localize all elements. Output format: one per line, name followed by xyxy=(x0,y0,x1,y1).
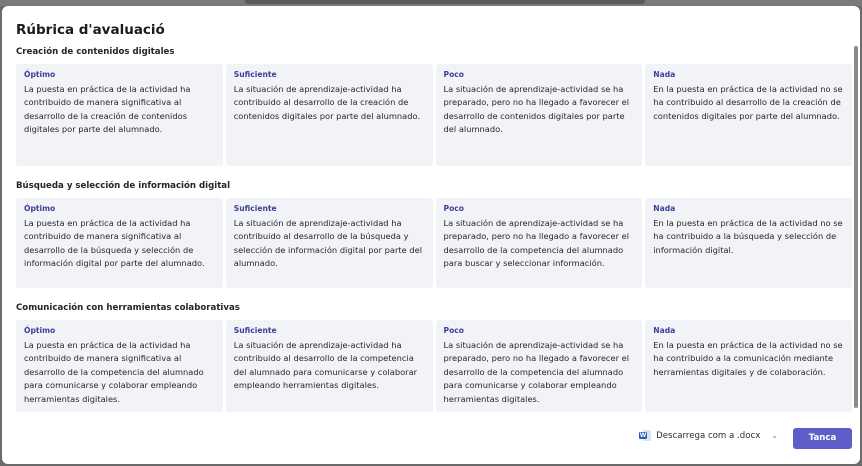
background-title-bar xyxy=(245,0,645,4)
level-card-optimo xyxy=(16,198,223,288)
rubric-section xyxy=(16,180,852,288)
level-label: Poco xyxy=(443,204,465,213)
level-grid xyxy=(16,320,852,412)
level-label: Óptimo xyxy=(24,204,56,213)
close-button[interactable]: Tanca xyxy=(793,428,852,449)
rubric-content xyxy=(16,46,852,426)
level-card-optimo xyxy=(16,320,223,412)
download-label: Descarrega com a .docx xyxy=(656,430,761,441)
rubric-section xyxy=(16,302,852,412)
level-description: La puesta en práctica de la actividad ha contribuido de manera significativa al desarrollo de la búsqueda y selección de información digital por parte del alumnado. xyxy=(24,218,205,269)
level-description: La situación de aprendizaje-actividad ha contribuido al desarrollo de la búsqueda y selección de información digital por parte del alumnado. xyxy=(233,218,423,269)
dialog-title: Rúbrica d'avaluació xyxy=(16,22,165,38)
level-description: La situación de aprendizaje-actividad se ha preparado, pero no ha llegado a favorecer el desarrollo de la competencia del alumnado para buscar y seleccionar información. xyxy=(443,218,630,269)
section-title: Comunicación con herramientas colaborativas xyxy=(16,303,240,313)
level-label: Suficiente xyxy=(233,326,277,335)
rubric-section xyxy=(16,46,852,166)
level-description: La puesta en práctica de la actividad ha contribuido de manera significativa al desarrollo de la competencia del alumnado para comunicarse y colaborar empleando herramientas digitales. xyxy=(24,340,204,404)
level-description: La situación de aprendizaje-actividad se ha preparado, pero no ha llegado a favorecer el desarrollo de contenidos digitales por parte del alumnado. xyxy=(443,84,630,135)
level-card-poco xyxy=(436,198,643,288)
level-label: Óptimo xyxy=(24,70,56,79)
section-title: Creación de contenidos digitales xyxy=(16,47,175,57)
level-card-poco xyxy=(436,64,643,166)
level-label: Nada xyxy=(653,70,676,79)
chevron-down-icon[interactable]: ⌄ xyxy=(771,431,778,440)
level-card-poco xyxy=(436,320,643,412)
level-label: Suficiente xyxy=(233,70,277,79)
level-description: La situación de aprendizaje-actividad ha contribuido al desarrollo de la creación de contenidos digitales por parte del alumnado. xyxy=(233,84,421,121)
rubric-dialog xyxy=(2,6,860,464)
download-docx-button[interactable] xyxy=(639,430,778,441)
level-card-optimo xyxy=(16,64,223,166)
level-grid xyxy=(16,64,852,166)
level-description: En la puesta en práctica de la actividad no se ha contribuido al desarrollo de la creación de contenidos digitales por parte del alumnado. xyxy=(653,84,843,121)
level-label: Poco xyxy=(443,326,465,335)
level-label: Nada xyxy=(653,326,676,335)
level-card-suficiente xyxy=(226,320,433,412)
level-label: Nada xyxy=(653,204,676,213)
vertical-scrollbar[interactable] xyxy=(854,46,858,408)
level-label: Suficiente xyxy=(233,204,277,213)
section-title: Búsqueda y selección de información digital xyxy=(16,181,231,191)
level-card-nada xyxy=(645,198,852,288)
level-card-suficiente xyxy=(226,198,433,288)
dialog-footer xyxy=(2,418,860,464)
level-label: Óptimo xyxy=(24,326,56,335)
level-description: En la puesta en práctica de la actividad no se ha contribuido a la comunicación mediante herramientas digitales y de colaboración. xyxy=(653,340,843,377)
level-card-nada xyxy=(645,64,852,166)
level-description: La situación de aprendizaje-actividad ha contribuido al desarrollo de la competencia del alumnado para comunicarse y colaborar empleando herramientas digitales. xyxy=(233,340,418,391)
level-card-suficiente xyxy=(226,64,433,166)
level-grid xyxy=(16,198,852,288)
level-card-nada xyxy=(645,320,852,412)
level-description: La puesta en práctica de la actividad ha contribuido de manera significativa al desarrollo de la creación de contenidos digitales por parte del alumnado. xyxy=(24,84,191,135)
level-label: Poco xyxy=(443,70,465,79)
level-description: En la puesta en práctica de la actividad no se ha contribuido a la búsqueda y selección de información digital. xyxy=(653,218,843,255)
word-document-icon: W xyxy=(639,430,651,441)
level-description: La situación de aprendizaje-actividad se ha preparado, pero no ha llegado a favorecer el desarrollo de la competencia del alumnado para comunicarse y colaborar empleando herramientas digitales. xyxy=(443,340,630,404)
